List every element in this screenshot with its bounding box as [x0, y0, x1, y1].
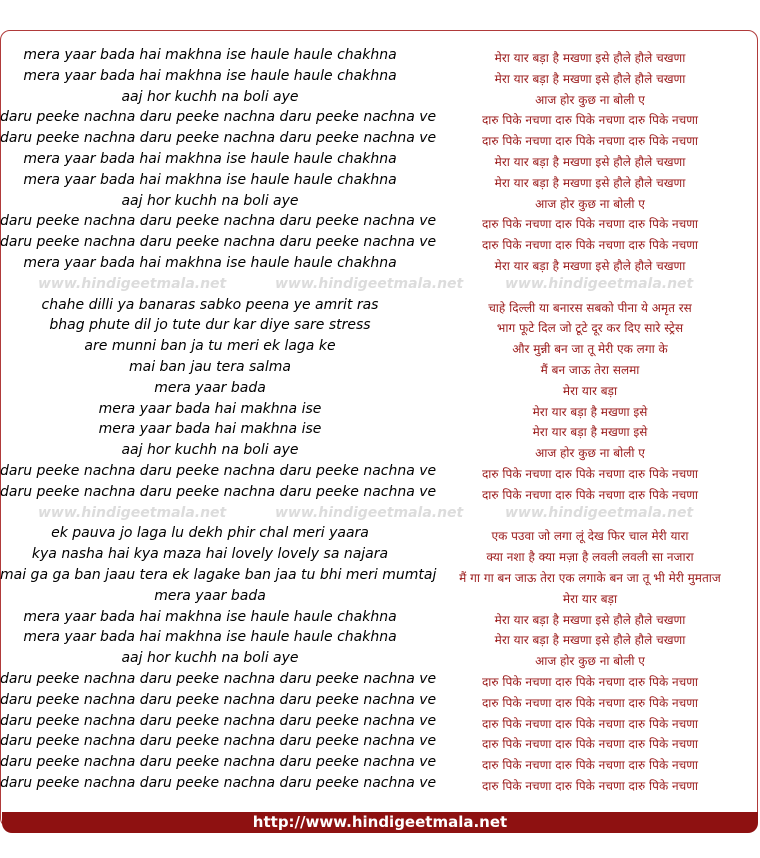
- lyric-english: daru peeke nachna daru peeke nachna daru peeke nachna ve: [0, 109, 437, 126]
- lyric-line: [0, 669, 760, 690]
- lyric-english: mera yaar bada hai makhna ise haule haule chakhna: [23, 171, 397, 188]
- lyric-english: bhag phute dil jo tute dur kar diye sare stress: [49, 317, 371, 334]
- lyric-hindi: मैं बन जाऊ तेरा सलमा: [540, 362, 640, 377]
- lyric-english: daru peeke nachna daru peeke nachna daru peeke nachna ve: [0, 691, 437, 708]
- footer-url-bar[interactable]: [2, 812, 758, 833]
- lyric-english: chahe dilli ya banaras sabko peena ye amrit ras: [41, 296, 379, 313]
- lyric-english: mera yaar bada hai makhna ise: [98, 400, 322, 417]
- lyric-hindi: दारु पिके नचणा दारु पिके नचणा दारु पिके नचणा: [481, 778, 699, 793]
- lyric-line: [0, 295, 760, 316]
- lyric-line: [0, 315, 760, 336]
- watermark-row: [0, 503, 760, 524]
- lyric-line: [0, 731, 760, 752]
- lyrics-container: [0, 45, 760, 794]
- lyric-hindi: दारु पिके नचणा दारु पिके नचणा दारु पिके नचणा: [481, 695, 699, 710]
- lyric-line: [0, 211, 760, 232]
- lyric-english: mai ga ga ban jaau tera ek lagake ban jaa tu bhi meri mumtaj: [0, 566, 437, 583]
- watermark-text: www.hindigeetmala.net: [38, 275, 227, 292]
- lyric-line: [0, 627, 760, 648]
- lyric-hindi: दारु पिके नचणा दारु पिके नचणा दारु पिके नचणा: [481, 487, 699, 502]
- watermark-text: www.hindigeetmala.net: [505, 275, 694, 292]
- lyric-hindi: एक पउवा जो लगा लूं देख फिर चाल मेरी यारा: [491, 529, 689, 544]
- lyric-hindi: मेरा यार बड़ा है मखणा इसे हौले हौले चखणा: [494, 633, 686, 648]
- lyric-english: mera yaar bada hai makhna ise haule haule chakhna: [23, 608, 397, 625]
- lyric-english: mera yaar bada hai makhna ise haule haule chakhna: [23, 629, 397, 646]
- lyric-english: mera yaar bada: [154, 587, 266, 604]
- watermark-text: www.hindigeetmala.net: [38, 504, 227, 521]
- lyric-english: kya nasha hai kya maza hai lovely lovely sa najara: [31, 546, 389, 563]
- lyric-line: [0, 752, 760, 773]
- lyric-line: [0, 336, 760, 357]
- lyric-hindi: दारु पिके नचणा दारु पिके नचणा दारु पिके नचणा: [481, 466, 699, 481]
- footer-url[interactable]: http://www.hindigeetmala.net: [252, 813, 508, 831]
- watermark-text: www.hindigeetmala.net: [275, 504, 464, 521]
- watermark-text: www.hindigeetmala.net: [275, 275, 464, 292]
- lyric-hindi: दारु पिके नचणा दारु पिके नचणा दारु पिके नचणा: [481, 758, 699, 773]
- lyric-line: [0, 128, 760, 149]
- lyric-english: aaj hor kuchh na boli aye: [121, 192, 299, 209]
- lyric-hindi: मेरा यार बड़ा है मखणा इसे हौले हौले चखणा: [494, 612, 686, 627]
- lyric-english: mera yaar bada hai makhna ise: [98, 421, 322, 438]
- lyric-hindi: आज होर कुछ ना बोली ए: [535, 654, 645, 669]
- lyric-hindi: मेरा यार बड़ा: [562, 383, 618, 398]
- lyric-hindi: मेरा यार बड़ा है मखणा इसे हौले हौले चखणा: [494, 258, 686, 273]
- lyric-hindi: मेरा यार बड़ा है मखणा इसे: [532, 404, 648, 419]
- lyric-line: [0, 607, 760, 628]
- lyric-line: [0, 149, 760, 170]
- lyric-line: [0, 45, 760, 66]
- lyric-english: mera yaar bada hai makhna ise haule haule chakhna: [23, 67, 397, 84]
- lyric-english: mera yaar bada hai makhna ise haule haule chakhna: [23, 47, 397, 63]
- lyric-line: [0, 544, 760, 565]
- lyric-english: daru peeke nachna daru peeke nachna daru peeke nachna ve: [0, 774, 437, 791]
- lyric-line: [0, 399, 760, 420]
- lyric-english: daru peeke nachna daru peeke nachna daru peeke nachna ve: [0, 130, 437, 147]
- lyric-line: [0, 711, 760, 732]
- lyric-english: daru peeke nachna daru peeke nachna daru peeke nachna ve: [0, 754, 437, 771]
- lyric-line: [0, 690, 760, 711]
- lyric-english: daru peeke nachna daru peeke nachna daru peeke nachna ve: [0, 733, 437, 750]
- watermark-row: [0, 274, 760, 295]
- lyric-hindi: मेरा यार बड़ा है मखणा इसे हौले हौले चखणा: [494, 154, 686, 169]
- lyric-english: daru peeke nachna daru peeke nachna daru peeke nachna ve: [0, 483, 437, 500]
- lyric-line: [0, 482, 760, 503]
- lyric-line: [0, 378, 760, 399]
- lyric-english: mera yaar bada hai makhna ise haule haule chakhna: [23, 150, 397, 167]
- lyric-line: [0, 648, 760, 669]
- lyric-hindi: दारु पिके नचणा दारु पिके नचणा दारु पिके नचणा: [481, 674, 699, 689]
- lyric-english: daru peeke nachna daru peeke nachna daru peeke nachna ve: [0, 670, 437, 687]
- lyric-english: daru peeke nachna daru peeke nachna daru peeke nachna ve: [0, 462, 437, 479]
- lyric-hindi: आज होर कुछ ना बोली ए: [535, 446, 645, 461]
- lyric-english: mera yaar bada hai makhna ise haule haule chakhna: [23, 254, 397, 271]
- lyric-hindi: मेरा यार बड़ा है मखणा इसे हौले हौले चखणा: [494, 51, 686, 65]
- lyric-english: aaj hor kuchh na boli aye: [121, 442, 299, 459]
- lyric-hindi: आज होर कुछ ना बोली ए: [535, 196, 645, 211]
- lyric-hindi: मेरा यार बड़ा है मखणा इसे हौले हौले चखणा: [494, 71, 686, 86]
- lyric-english: daru peeke nachna daru peeke nachna daru peeke nachna ve: [0, 712, 437, 729]
- lyric-line: [0, 773, 760, 794]
- lyric-hindi: दारु पिके नचणा दारु पिके नचणा दारु पिके नचणा: [481, 238, 699, 253]
- lyric-hindi: क्या नशा है क्या मज़ा है लवली लवली सा नजारा: [486, 550, 694, 565]
- lyric-hindi: मैं गा गा बन जाऊ तेरा एक लगाके बन जा तू भी मेरी मुमताज: [459, 570, 721, 585]
- lyric-line: [0, 66, 760, 87]
- lyric-line: [0, 357, 760, 378]
- lyric-hindi: दारु पिके नचणा दारु पिके नचणा दारु पिके नचणा: [481, 217, 699, 232]
- lyric-hindi: दारु पिके नचणा दारु पिके नचणा दारु पिके नचणा: [481, 113, 699, 128]
- lyric-english: aaj hor kuchh na boli aye: [121, 88, 299, 105]
- lyric-hindi: दारु पिके नचणा दारु पिके नचणा दारु पिके नचणा: [481, 737, 699, 752]
- lyric-line: [0, 232, 760, 253]
- lyric-english: aaj hor kuchh na boli aye: [121, 650, 299, 667]
- lyric-hindi: दारु पिके नचणा दारु पिके नचणा दारु पिके नचणा: [481, 716, 699, 731]
- lyric-hindi: भाग फूटे दिल जो टूटे दूर कर दिए सारे स्ट्रेस: [496, 321, 684, 336]
- lyric-line: [0, 565, 760, 586]
- lyric-line: [0, 419, 760, 440]
- lyric-english: mera yaar bada: [154, 379, 266, 396]
- lyric-english: are munni ban ja tu meri ek laga ke: [84, 338, 336, 355]
- lyric-line: [0, 87, 760, 108]
- lyric-line: [0, 253, 760, 274]
- lyric-english: mai ban jau tera salma: [128, 358, 291, 375]
- lyric-line: [0, 170, 760, 191]
- lyric-english: daru peeke nachna daru peeke nachna daru peeke nachna ve: [0, 234, 437, 251]
- lyric-hindi: आज होर कुछ ना बोली ए: [535, 92, 645, 107]
- lyric-hindi: मेरा यार बड़ा है मखणा इसे हौले हौले चखणा: [494, 175, 686, 190]
- lyric-line: [0, 586, 760, 607]
- lyric-line: [0, 191, 760, 212]
- lyric-line: [0, 440, 760, 461]
- lyric-hindi: मेरा यार बड़ा है मखणा इसे: [532, 425, 648, 440]
- lyric-hindi: चाहे दिल्ली या बनारस सबको पीना ये अमृत रस: [488, 300, 692, 315]
- lyric-line: [0, 107, 760, 128]
- lyric-line: [0, 523, 760, 544]
- watermark-text: www.hindigeetmala.net: [505, 504, 694, 521]
- lyric-hindi: मेरा यार बड़ा: [562, 591, 618, 606]
- lyric-english: daru peeke nachna daru peeke nachna daru peeke nachna ve: [0, 213, 437, 230]
- lyric-hindi: और मुन्नी बन जा तू मेरी एक लगा के: [512, 342, 668, 357]
- lyric-hindi: दारु पिके नचणा दारु पिके नचणा दारु पिके नचणा: [481, 134, 699, 149]
- lyric-english: ek pauva jo laga lu dekh phir chal meri yaara: [51, 525, 369, 542]
- lyric-line: [0, 461, 760, 482]
